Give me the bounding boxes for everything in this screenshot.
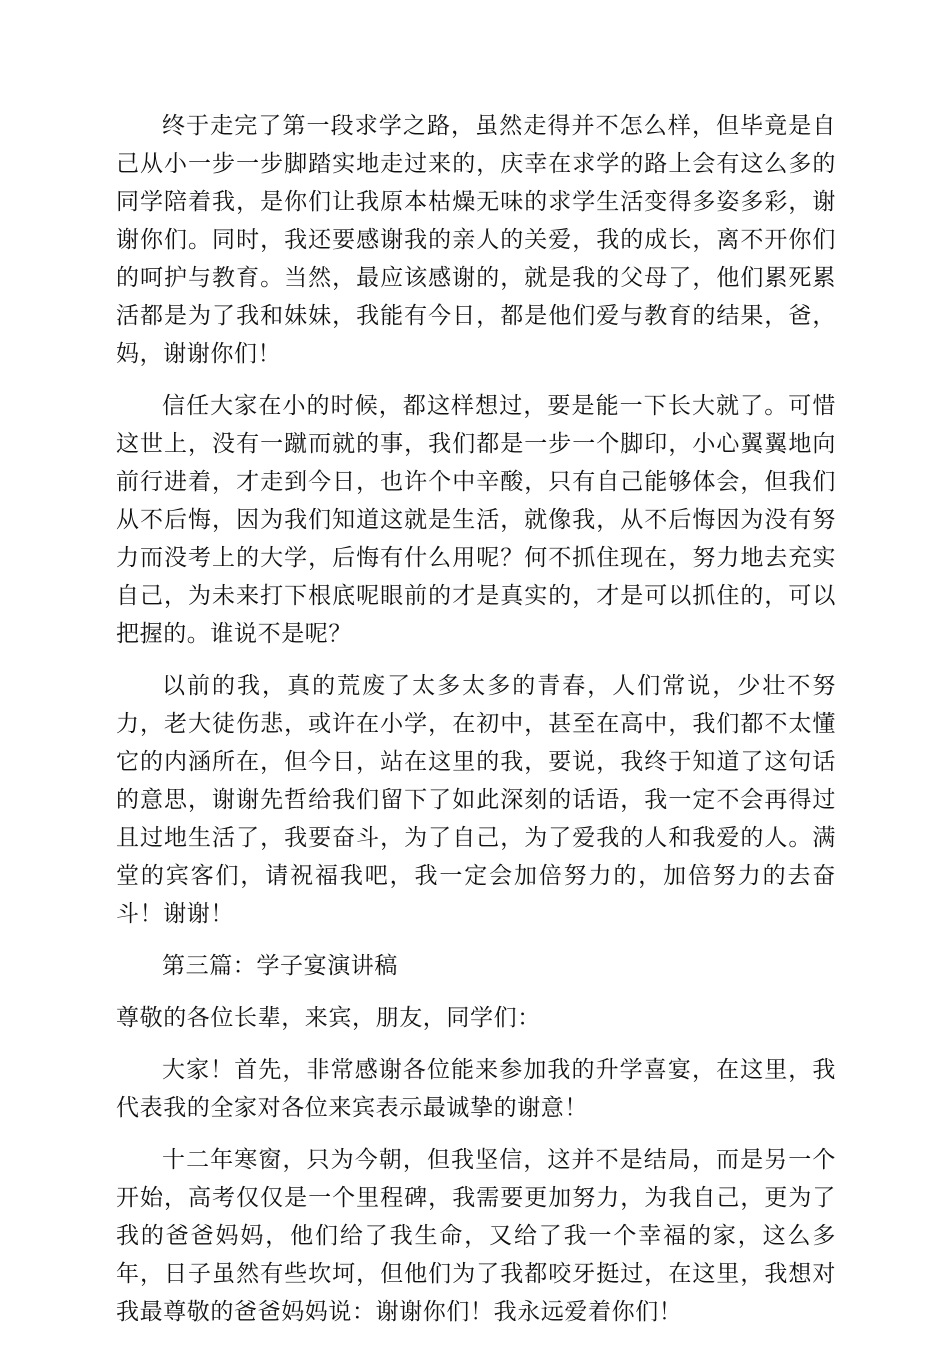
paragraph-parents: 十二年寒窗，只为今朝，但我坚信，这并不是结局，而是另一个开始，高考仅仅是一个里程碑，我需要更加努力，为我自己，更为了我的爸爸妈妈，他们给了我生命，又给了我一个幸福的家，这么多年，日子虽然有些坎坷，但他们为了我都咬牙挺过，在这里，我想对我最尊敬的爸爸妈妈说：谢谢你们！我永远爱着你们！ xyxy=(116,1147,836,1325)
paragraph-growing-up: 信任大家在小的时候，都这样想过，要是能一下长大就了。可惜这世上，没有一蹴而就的事，我们都是一步一个脚印，小心翼翼地向前行进着，才走到今日，也许个中辛酸，只有自己能够体会，但我们从不后悔，因为我们知道这就是生活，就像我，从不后悔因为没有努力而没考上的大学，后悔有什么用呢？何不抓住现在，努力地去充实自己，为未来打下根底呢眼前的才是真实的，才是可以抓住的，可以把握的。谁说不是呢？ xyxy=(116,393,836,647)
paragraph-gratitude: 终于走完了第一段求学之路，虽然走得并不怎么样，但毕竟是自己从小一步一步脚踏实地走过来的，庆幸在求学的路上会有这么多的同学陪着我，是你们让我原本枯燥无味的求学生活变得多姿多彩，谢谢你们。同时，我还要感谢我的亲人的关爱，我的成长，离不开你们的呵护与教育。当然，最应该感谢的，就是我的父母了，他们累死累活都是为了我和妹妹，我能有今日，都是他们爱与教育的结果，爸，妈，谢谢你们！ xyxy=(116,113,836,367)
paragraph-welcome: 大家！首先，非常感谢各位能来参加我的升学喜宴，在这里，我代表我的全家对各位来宾表示最诚挚的谢意！ xyxy=(116,1057,836,1121)
salutation: 尊敬的各位长辈，来宾，朋友，同学们： xyxy=(116,1005,541,1031)
document-body xyxy=(116,107,836,1345)
paragraph-youth: 以前的我，真的荒废了太多太多的青春，人们常说，少壮不努力，老大徒伤悲，或许在小学，在初中，甚至在高中，我们都不太懂它的内涵所在，但今日，站在这里的我，要说，我终于知道了这句话的意思，谢谢先哲给我们留下了如此深刻的话语，我一定不会再得过且过地生活了，我要奋斗，为了自己，为了爱我的人和我爱的人。满堂的宾客们，请祝福我吧，我一定会加倍努力的，加倍努力的去奋斗！谢谢！ xyxy=(116,673,836,927)
section-heading: 第三篇：学子宴演讲稿 xyxy=(162,953,398,979)
